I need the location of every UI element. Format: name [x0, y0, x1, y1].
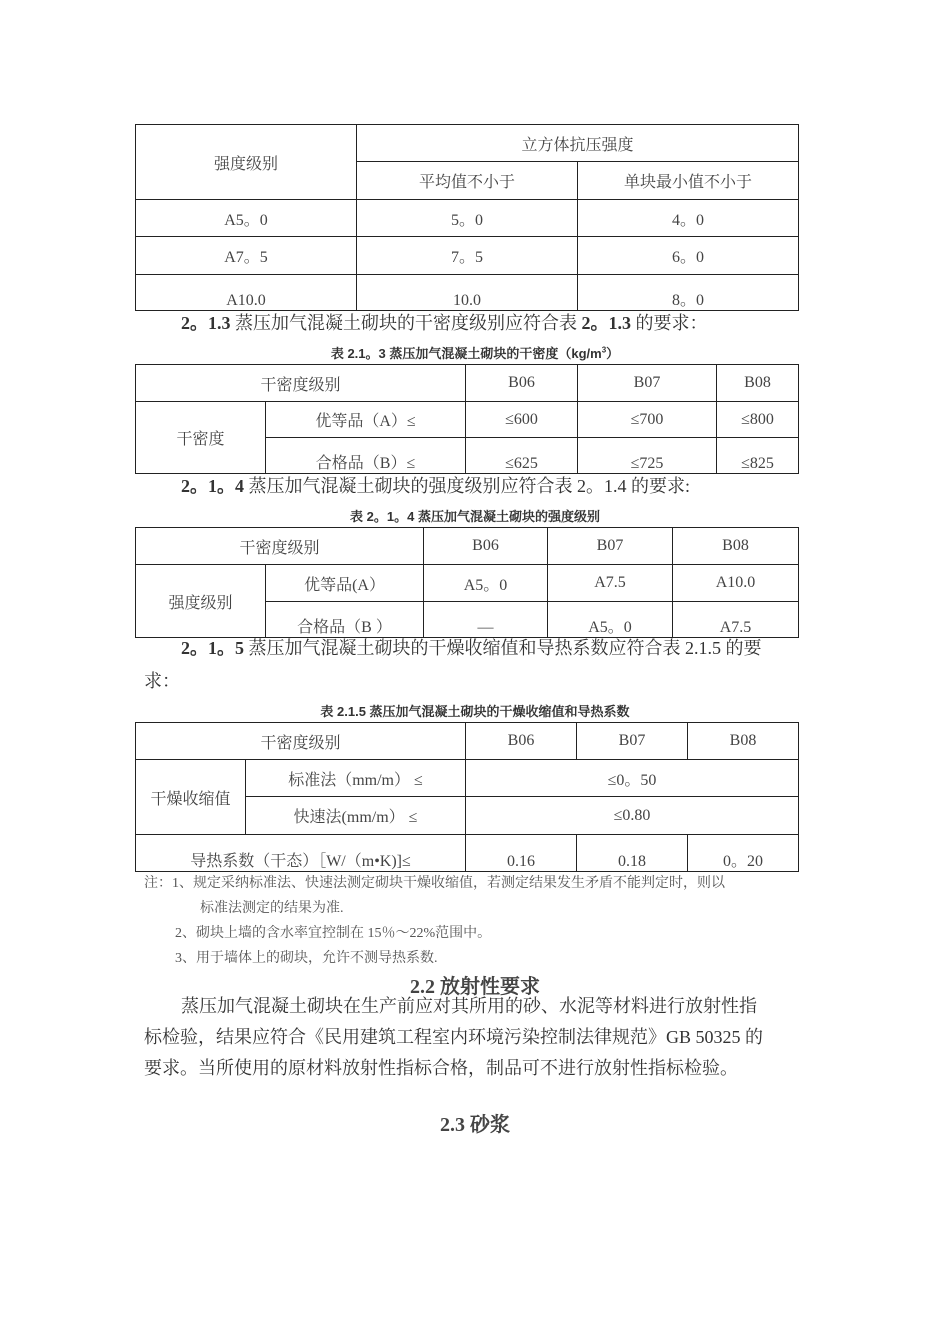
- value-cell: ≤800: [717, 402, 799, 438]
- section-2-2-line-3: 要求。当所使用的原材料放射性指标合格，制品可不进行放射性指标检验。: [144, 1058, 738, 1078]
- table-caption-2-1-5: 表 2.1.5 蒸压加气混凝土砌块的干燥收缩值和导热系数: [320, 704, 630, 719]
- table-row: [136, 565, 799, 602]
- value-cell: 0.16: [466, 835, 577, 872]
- column-header: B06: [424, 528, 548, 565]
- paragraph-2-1-3: [181, 307, 708, 340]
- compressive-strength-header: 立方体抗压强度: [357, 125, 799, 162]
- grade-cell: A5。0: [136, 200, 357, 237]
- table-row: [136, 760, 799, 797]
- note-2: 2、砌块上墙的含水率宜控制在 15％～22%范围中。: [175, 926, 492, 941]
- min-cell: 8。0: [578, 275, 799, 311]
- paragraph-text: 蒸压加气混凝土砌块的干密度级别应符合表: [230, 313, 577, 333]
- paragraph-2-1-4: [181, 470, 690, 503]
- row-label: 快速法(mm/m） ≤: [246, 797, 466, 835]
- note-3: 3、用于墙体上的砌块，允许不测导热系数.: [175, 951, 438, 966]
- paragraph-2-1-5-continued: 求：: [144, 671, 180, 691]
- row-label: 优等品（A）≤: [266, 402, 466, 438]
- value-cell: A7.5: [673, 602, 799, 638]
- clause-number: 2。1.3: [181, 313, 231, 333]
- table-row: [136, 237, 799, 275]
- avg-cell: 7。5: [357, 237, 578, 275]
- shrinkage-thermal-table: [135, 722, 799, 872]
- value-cell: ≤625: [466, 438, 578, 474]
- column-header: B06: [466, 723, 577, 760]
- row-label: 优等品(A）: [266, 565, 424, 602]
- row-group-label: 强度级别: [136, 565, 266, 638]
- strength-grade-header: 强度级别: [136, 125, 357, 200]
- min-cell: 4。0: [578, 200, 799, 237]
- table-caption-2-1-3: [0, 343, 950, 362]
- clause-number: 2。1。5: [181, 638, 244, 658]
- average-header: 平均值不小于: [357, 162, 578, 200]
- value-cell: ≤825: [717, 438, 799, 474]
- row-label: 合格品（B）≤: [266, 438, 466, 474]
- paragraph-tail: 的要求：: [631, 313, 708, 333]
- column-header: B08: [673, 528, 799, 565]
- min-header: 单块最小值不小于: [578, 162, 799, 200]
- row-label: 导热系数（干态）［W/（m•K)]≤: [136, 835, 466, 872]
- avg-cell: 5。0: [357, 200, 578, 237]
- grade-cell: A10.0: [136, 275, 357, 311]
- caption-text: 表 2.1。3 蒸压加气混凝土砌块的干密度（kg/m: [330, 346, 602, 361]
- note-1: 注：1、规定采纳标准法、快速法测定砌块干燥收缩值，若测定结果发生矛盾不能判定时，则以: [144, 876, 725, 891]
- value-cell: A7.5: [548, 565, 673, 602]
- paragraph-text: 蒸压加气混凝土砌块的干燥收缩值和导热系数应符合表 2.1.5 的要: [244, 638, 762, 658]
- avg-cell: 10.0: [357, 275, 578, 311]
- dry-density-level-header: 干密度级别: [136, 528, 424, 565]
- caption-end: ）: [606, 346, 620, 361]
- table-row: [136, 200, 799, 237]
- value-cell: ≤600: [466, 402, 578, 438]
- section-2-2-line-2: 标检验，结果应符合《民用建筑工程室内环境污染控制法律规范》GB 50325 的: [144, 1027, 764, 1047]
- table-caption-2-1-4: 表 2。1。4 蒸压加气混凝土砌块的强度级别: [350, 509, 600, 524]
- strength-level-table: [135, 527, 799, 638]
- column-header: B07: [577, 723, 688, 760]
- column-header: B08: [717, 365, 799, 402]
- value-cell: —: [424, 602, 548, 638]
- dry-density-table: [135, 364, 799, 474]
- value-cell: A5。0: [424, 565, 548, 602]
- section-2-2-line-1: 蒸压加气混凝土砌块在生产前应对其所用的砂、水泥等材料进行放射性指: [181, 996, 757, 1016]
- column-header: B07: [548, 528, 673, 565]
- note-1-continued: 标准法测定的结果为准.: [200, 901, 344, 916]
- table-row: [136, 835, 799, 872]
- row-group-label: 干燥收缩值: [136, 760, 246, 835]
- dry-density-level-header: 干密度级别: [136, 723, 466, 760]
- paragraph-text: 蒸压加气混凝土砌块的强度级别应符合表 2。1.4 的要求:: [244, 476, 690, 496]
- value-cell: ≤0。50: [466, 760, 799, 797]
- value-cell: A10.0: [673, 565, 799, 602]
- paragraph-2-1-5: [181, 632, 762, 665]
- strength-table: [135, 124, 799, 311]
- row-group-label: 干密度: [136, 402, 266, 474]
- table-row: [136, 402, 799, 438]
- caption-superscript: 3: [601, 345, 607, 355]
- section-heading-2-2: 2.2 放射性要求: [410, 976, 540, 998]
- dry-density-level-header: 干密度级别: [136, 365, 466, 402]
- column-header: B06: [466, 365, 578, 402]
- section-heading-2-3: 2.3 砂浆: [440, 1114, 510, 1136]
- value-cell: ≤700: [578, 402, 717, 438]
- grade-cell: A7。5: [136, 237, 357, 275]
- table-reference: 2。1.3: [577, 313, 631, 333]
- value-cell: ≤725: [578, 438, 717, 474]
- row-label: 标准法（mm/m） ≤: [246, 760, 466, 797]
- value-cell: ≤0.80: [466, 797, 799, 835]
- row-label: 合格品（B ）: [266, 602, 424, 638]
- min-cell: 6。0: [578, 237, 799, 275]
- column-header: B07: [578, 365, 717, 402]
- table-row: [136, 275, 799, 311]
- value-cell: 0。20: [688, 835, 799, 872]
- value-cell: A5。0: [548, 602, 673, 638]
- value-cell: 0.18: [577, 835, 688, 872]
- column-header: B08: [688, 723, 799, 760]
- clause-number: 2。1。4: [181, 476, 244, 496]
